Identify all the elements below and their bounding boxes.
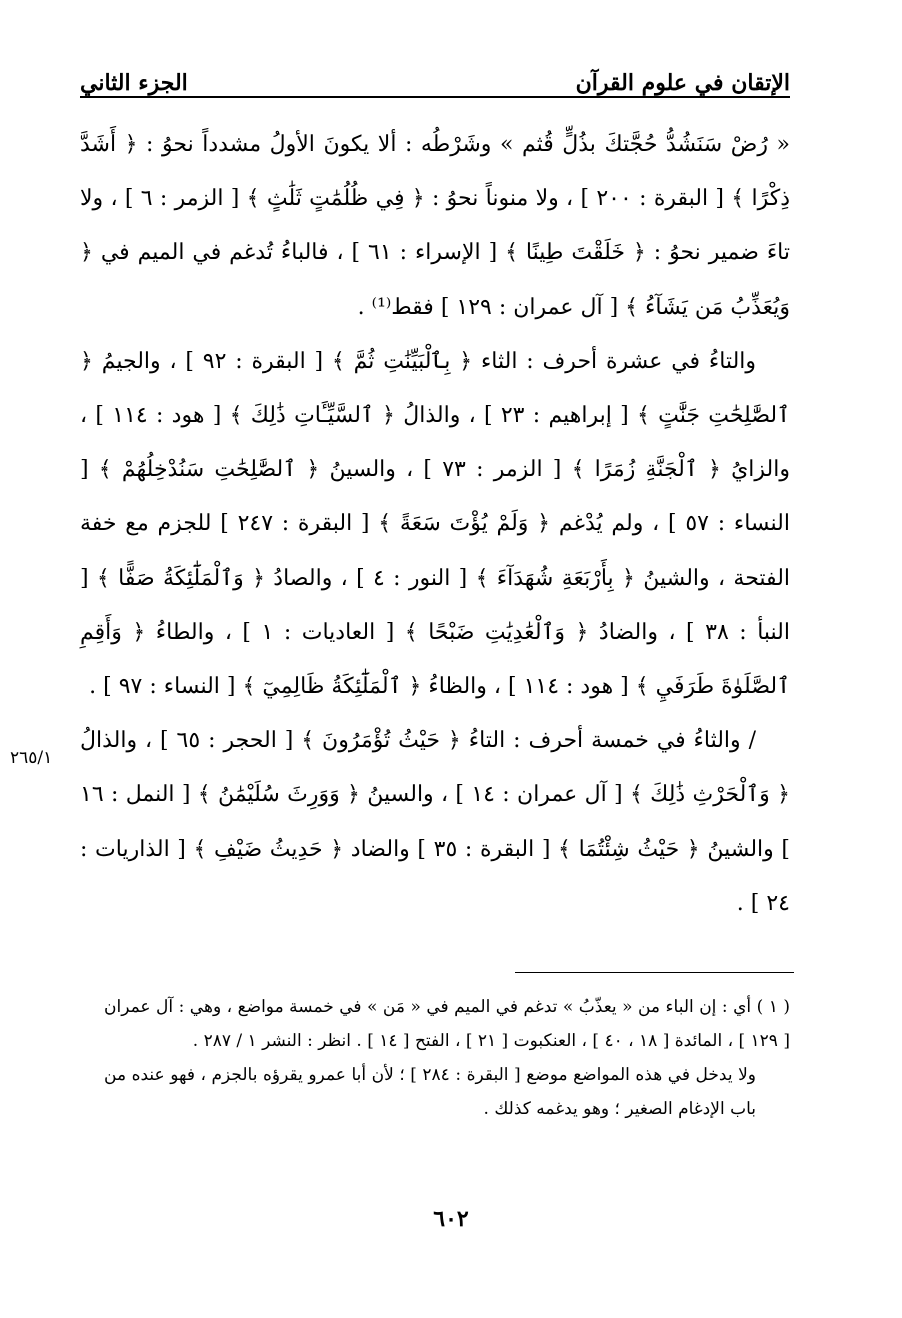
running-header xyxy=(80,52,790,96)
paragraph-tha: / والثاءُ في خمسة أحرف : التاءُ ﴿ حَيْثُ تُؤْمَرُونَ ﴾ [ الحجر : ٦٥ ] ، والذالُ ﴿ وَٱلْحَرْثِ ذَٰلِكَ ﴾ [ آل عمران : ١٤ ] ، والسينُ ﴿ وَوَرِثَ سُلَيْمَٰنُ ﴾ [ النمل : ١٦ ] والشينُ ﴿ حَيْثُ شِئْتُمَا ﴾ [ البقرة : ٣٥ ] والضاد ﴿ حَدِيثُ ضَيْفِ ﴾ [ الذاريات : ٢٤ ] . xyxy=(80,728,790,916)
margin-page-reference: ٢٦٥/١ xyxy=(10,748,53,768)
book-title: الإتقان في علوم القرآن xyxy=(575,70,790,96)
main-text xyxy=(80,118,790,931)
footnote-1-continued: ولا يدخل في هذه المواضع موضع [ البقرة : ٢٨٤ ] ؛ لأن أبا عمرو يقرؤه بالجزم ، فهو عنده من باب الإدغام الصغير ؛ وهو يدغمه كذلك . xyxy=(104,1065,756,1119)
footnote-1: ( ١ ) أي : إن الباء من « يعذّبُ » تدغم في الميم في « مَن » في خمسة مواضع ، وهي : آل عمران [ ١٢٩ ] ، المائدة [ ١٨ ، ٤٠ ] ، العنكبوت [ ٢١ ] ، الفتح [ ١٤ ] . انظر : النشر ١ / ٢٨٧ . xyxy=(104,997,790,1051)
footnotes xyxy=(104,990,790,1126)
paragraph-ta: والتاءُ في عشرة أحرف : الثاء ﴿ بِٱلْبَيِّنَٰتِ ثُمَّ ﴾ [ البقرة : ٩٢ ] ، والجيمُ ﴿ ٱلصَّٰلِحَٰتِ جَنَّٰتٍ ﴾ [ إبراهيم : ٢٣ ] ، والذالُ ﴿ ٱلسَّيِّـَٔاتِ ذَٰلِكَ ﴾ [ هود : ١١٤ ] ، والزايُ ﴿ ٱلْجَنَّةِ زُمَرًا ﴾ [ الزمر : ٧٣ ] ، والسينُ ﴿ ٱلصَّٰلِحَٰتِ سَنُدْخِلُهُمْ ﴾ [ النساء : ٥٧ ] ، ولم يُدْغم ﴿ وَلَمْ يُؤْتَ سَعَةً ﴾ [ البقرة : ٢٤٧ ] للجزم مع خفة الفتحة ، والشينُ ﴿ بِأَرْبَعَةِ شُهَدَآءَ ﴾ [ النور : ٤ ] ، والصادُ ﴿ وَٱلْمَلَٰٓئِكَةُ صَفًّا ﴾ [ النبأ : ٣٨ ] ، والضادُ ﴿ وَٱلْعَٰدِيَٰتِ ضَبْحًا ﴾ [ العاديات : ١ ] ، والطاءُ ﴿ وَأَقِمِ ٱلصَّلَوٰةَ طَرَفَيِ ﴾ [ هود : ١١٤ ] ، والظاءُ ﴿ ٱلْمَلَٰٓئِكَةُ ظَالِمِيٓ ﴾ [ النساء : ٩٧ ] . xyxy=(80,348,791,700)
page-number: ٦٠٢ xyxy=(433,1206,469,1232)
volume-label: الجزء الثاني xyxy=(80,70,188,96)
paragraph-ba: « رُضْ سَنَشُدُّ حُجَّتكَ بذُلٍّ قُثم » وشَرْطُه : ألا يكونَ الأولُ مشدداً نحوُ : ﴿ أَشَدَّ ذِكْرًا ﴾ [ البقرة : ٢٠٠ ] ، ولا منوناً نحوُ : ﴿ فِي ظُلُمَٰتٍ ثَلَٰثٍ ﴾ [ الزمر : ٦ ] ، ولا تاءَ ضمير نحوُ : ﴿ خَلَقْتَ طِينًا ﴾ [ الإسراء : ٦١ ] ، فالباءُ تُدغم في الميم في ﴿ وَيُعَذِّبُ مَن يَشَآءُ ﴾ [ آل عمران : ١٢٩ ] فقط⁽¹⁾ . xyxy=(80,132,791,320)
footnote-rule xyxy=(515,972,794,973)
header-rule xyxy=(80,96,790,98)
